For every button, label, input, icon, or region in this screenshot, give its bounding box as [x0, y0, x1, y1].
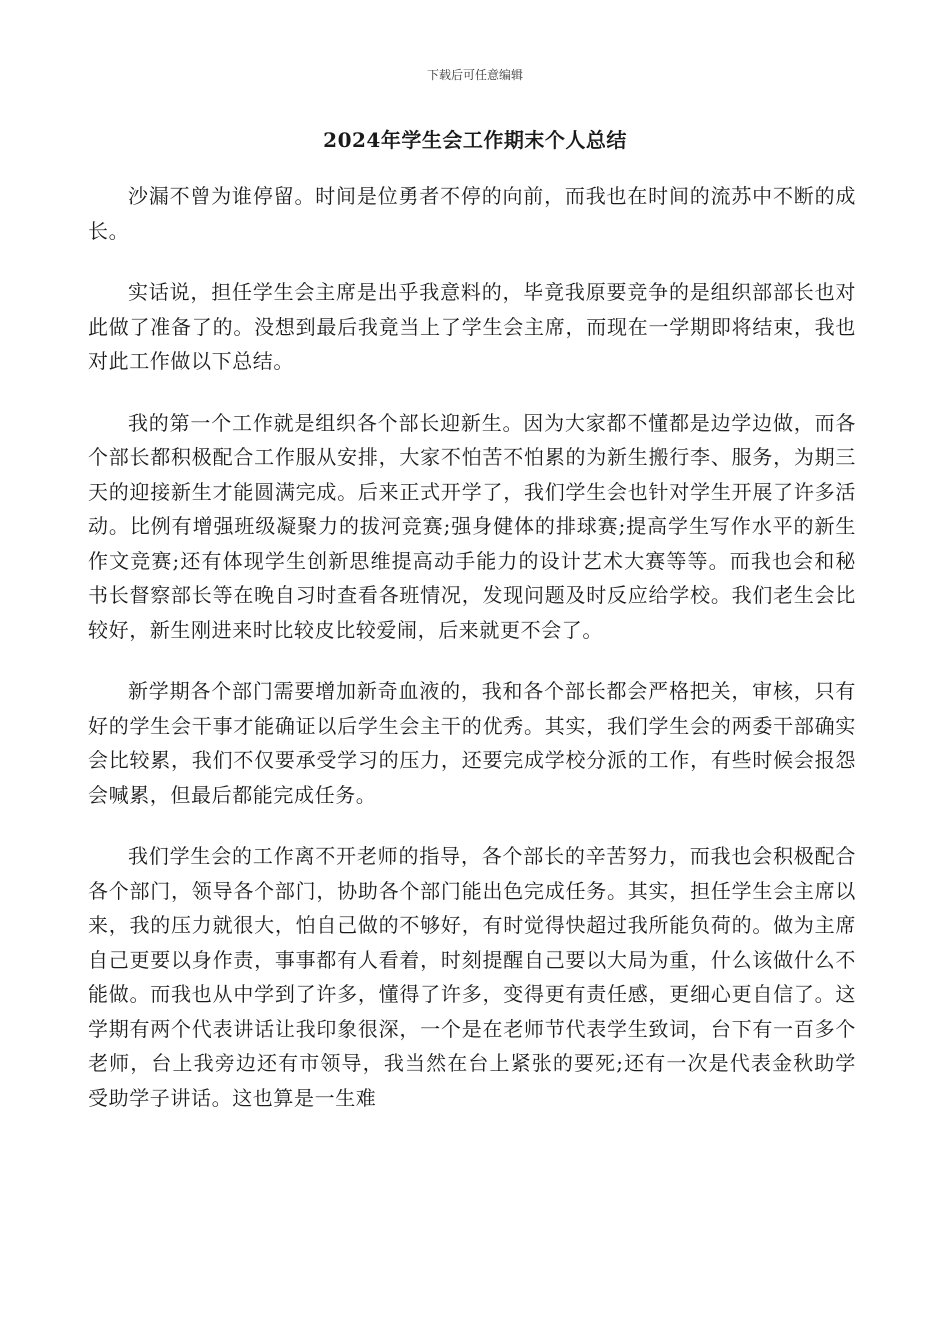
paragraph: 我的第一个工作就是组织各个部长迎新生。因为大家都不懂都是边学边做，而各个部长都积极配合工作服从安排，大家不怕苦不怕累的为新生搬行李、服务，为期三天的迎接新生才能圆满完成。后来正式开学了，我们学生会也针对学生开展了许多活动。比例有增强班级凝聚力的拔河竞赛;强身健体的排球赛;提高学生写作水平的新生作文竞赛;还有体现学生创新思维提高动手能力的设计艺术大赛等等。而我也会和秘书长督察部长等在晚自习时查看各班情况，发现问题及时反应给学校。我们老生会比较好，新生刚进来时比较皮比较爱闹，后来就更不会了。 — [88, 410, 856, 642]
paragraph: 新学期各个部门需要增加新奇血液的，我和各个部长都会严格把关，审核，只有好的学生会干事才能确证以后学生会主干的优秀。其实，我们学生会的两委干部确实会比较累，我们不仅要承受学习的压力，还要完成学校分派的工作，有些时候会报怨会喊累，但最后都能完成任务。 — [88, 679, 856, 807]
document-body — [88, 179, 856, 1142]
paragraph: 实话说，担任学生会主席是出乎我意料的，毕竟我原要竞争的是组织部部长也对此做了准备了的。没想到最后我竟当上了学生会主席，而现在一学期即将结束，我也对此工作做以下总结。 — [88, 280, 856, 373]
paragraph: 沙漏不曾为谁停留。时间是位勇者不停的向前，而我也在时间的流苏中不断的成长。 — [88, 184, 856, 243]
document-title: 2024年学生会工作期末个人总结 — [323, 128, 627, 152]
paragraph: 我们学生会的工作离不开老师的指导，各个部长的辛苦努力，而我也会积极配合各个部门，领导各个部门，协助各个部门能出色完成任务。其实，担任学生会主席以来，我的压力就很大，怕自己做的不够好，有时觉得快超过我所能负荷的。做为主席自己更要以身作责，事事都有人看着，时刻提醒自己要以大局为重，什么该做什么不能做。而我也从中学到了许多，懂得了许多，变得更有责任感，更细心更自信了。这学期有两个代表讲话让我印象很深，一个是在老师节代表学生致词，台下有一百多个老师，台上我旁边还有市领导，我当然在台上紧张的要死;还有一次是代表金秋助学受助学子讲话。这也算是一生难 — [88, 844, 856, 1110]
header-note: 下载后可任意编辑 — [426, 68, 523, 82]
